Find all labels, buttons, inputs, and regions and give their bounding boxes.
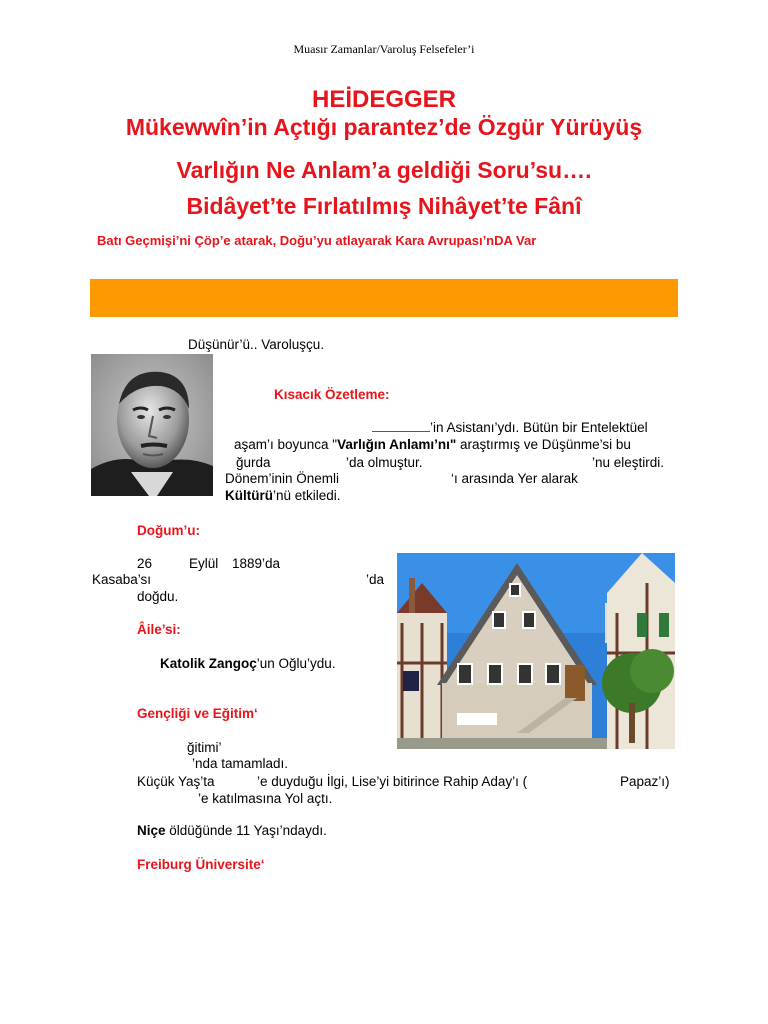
blank-link[interactable]: [372, 418, 430, 432]
family-heading: Âile’si:: [137, 622, 181, 637]
summary-line-4b: ‘ı arasında Yer alarak: [451, 471, 578, 486]
orange-banner: [90, 279, 678, 317]
intro-text: Düşünür’ü.. Varoluşçu.: [188, 337, 325, 352]
youth-heading: Gençliği ve Eğitim‘: [137, 706, 258, 721]
title-line-4: Bidâyet’te Fırlatılmış Nihâyet’te Fânî: [186, 193, 582, 219]
youth-line-3b: ’e duyduğu İlgi, Lise’yi bitirince Rahip Aday’ı (: [257, 774, 528, 789]
birth-line-2a: Kasaba’sı: [92, 572, 152, 587]
page-header: Muasır Zamanlar/Varoluş Felsefeler’i: [293, 42, 475, 56]
birth-line-3: doğdu.: [137, 589, 179, 604]
youth-line-4: ’e katılmasına Yol açtı.: [198, 791, 333, 806]
youth-line-2: ’nda tamamladı.: [192, 756, 289, 771]
birth-line-2b: ’da: [366, 572, 385, 587]
summary-line-3b: ’da olmuştur.: [346, 455, 423, 470]
title-heidegger: HEİDEGGER: [311, 86, 457, 113]
youth-line-3a: Küçük Yaş’ta: [137, 774, 215, 789]
summary-line-1: ’in Asistanı’ydı. Bütün bir Entelektüel: [372, 418, 648, 435]
summary-heading: Kısacık Özetleme:: [274, 387, 390, 402]
freiburg-heading: Freiburg Üniversite‘: [137, 857, 265, 872]
birth-month: Eylül: [189, 556, 219, 571]
summary-line-2: aşam’ı boyunca "Varlığın Anlamı’nı" araştırmış ve Düşünme’si bu: [234, 437, 631, 452]
title-line-2: Mükewwîn’in Açtığı parantez’de Özgür Yürüyüş: [125, 114, 643, 140]
birth-day: 26: [137, 556, 153, 571]
youth-line-3c: Papaz’ı): [620, 774, 670, 789]
youth-line-5: Niçe öldüğünde 11 Yaşı’ndaydı.: [137, 823, 327, 838]
birth-heading: Doğum’u:: [137, 523, 200, 538]
heidegger-portrait: [91, 354, 213, 496]
birth-year: 1889’da: [232, 556, 281, 571]
family-text: Katolik Zangoç’un Oğlu’ydu.: [160, 656, 336, 671]
summary-line-4a: Dönem’inin Önemli: [225, 471, 340, 486]
youth-line-1: ğitimi’: [187, 740, 222, 755]
summary-line-3c: ’nu eleştirdi.: [592, 455, 665, 470]
subtitle: Batı Geçmişi’ni Çöp’e atarak, Doğu’yu atlayarak Kara Avrupası’nDA Var: [97, 233, 537, 248]
summary-line-3a: ğurda: [236, 455, 271, 470]
summary-line-5: Kültürü’nü etkiledi.: [225, 488, 341, 503]
title-line-3: Varlığın Ne Anlam’a geldiği Soru’su….: [176, 157, 592, 183]
birth-house-photo: [397, 553, 675, 749]
